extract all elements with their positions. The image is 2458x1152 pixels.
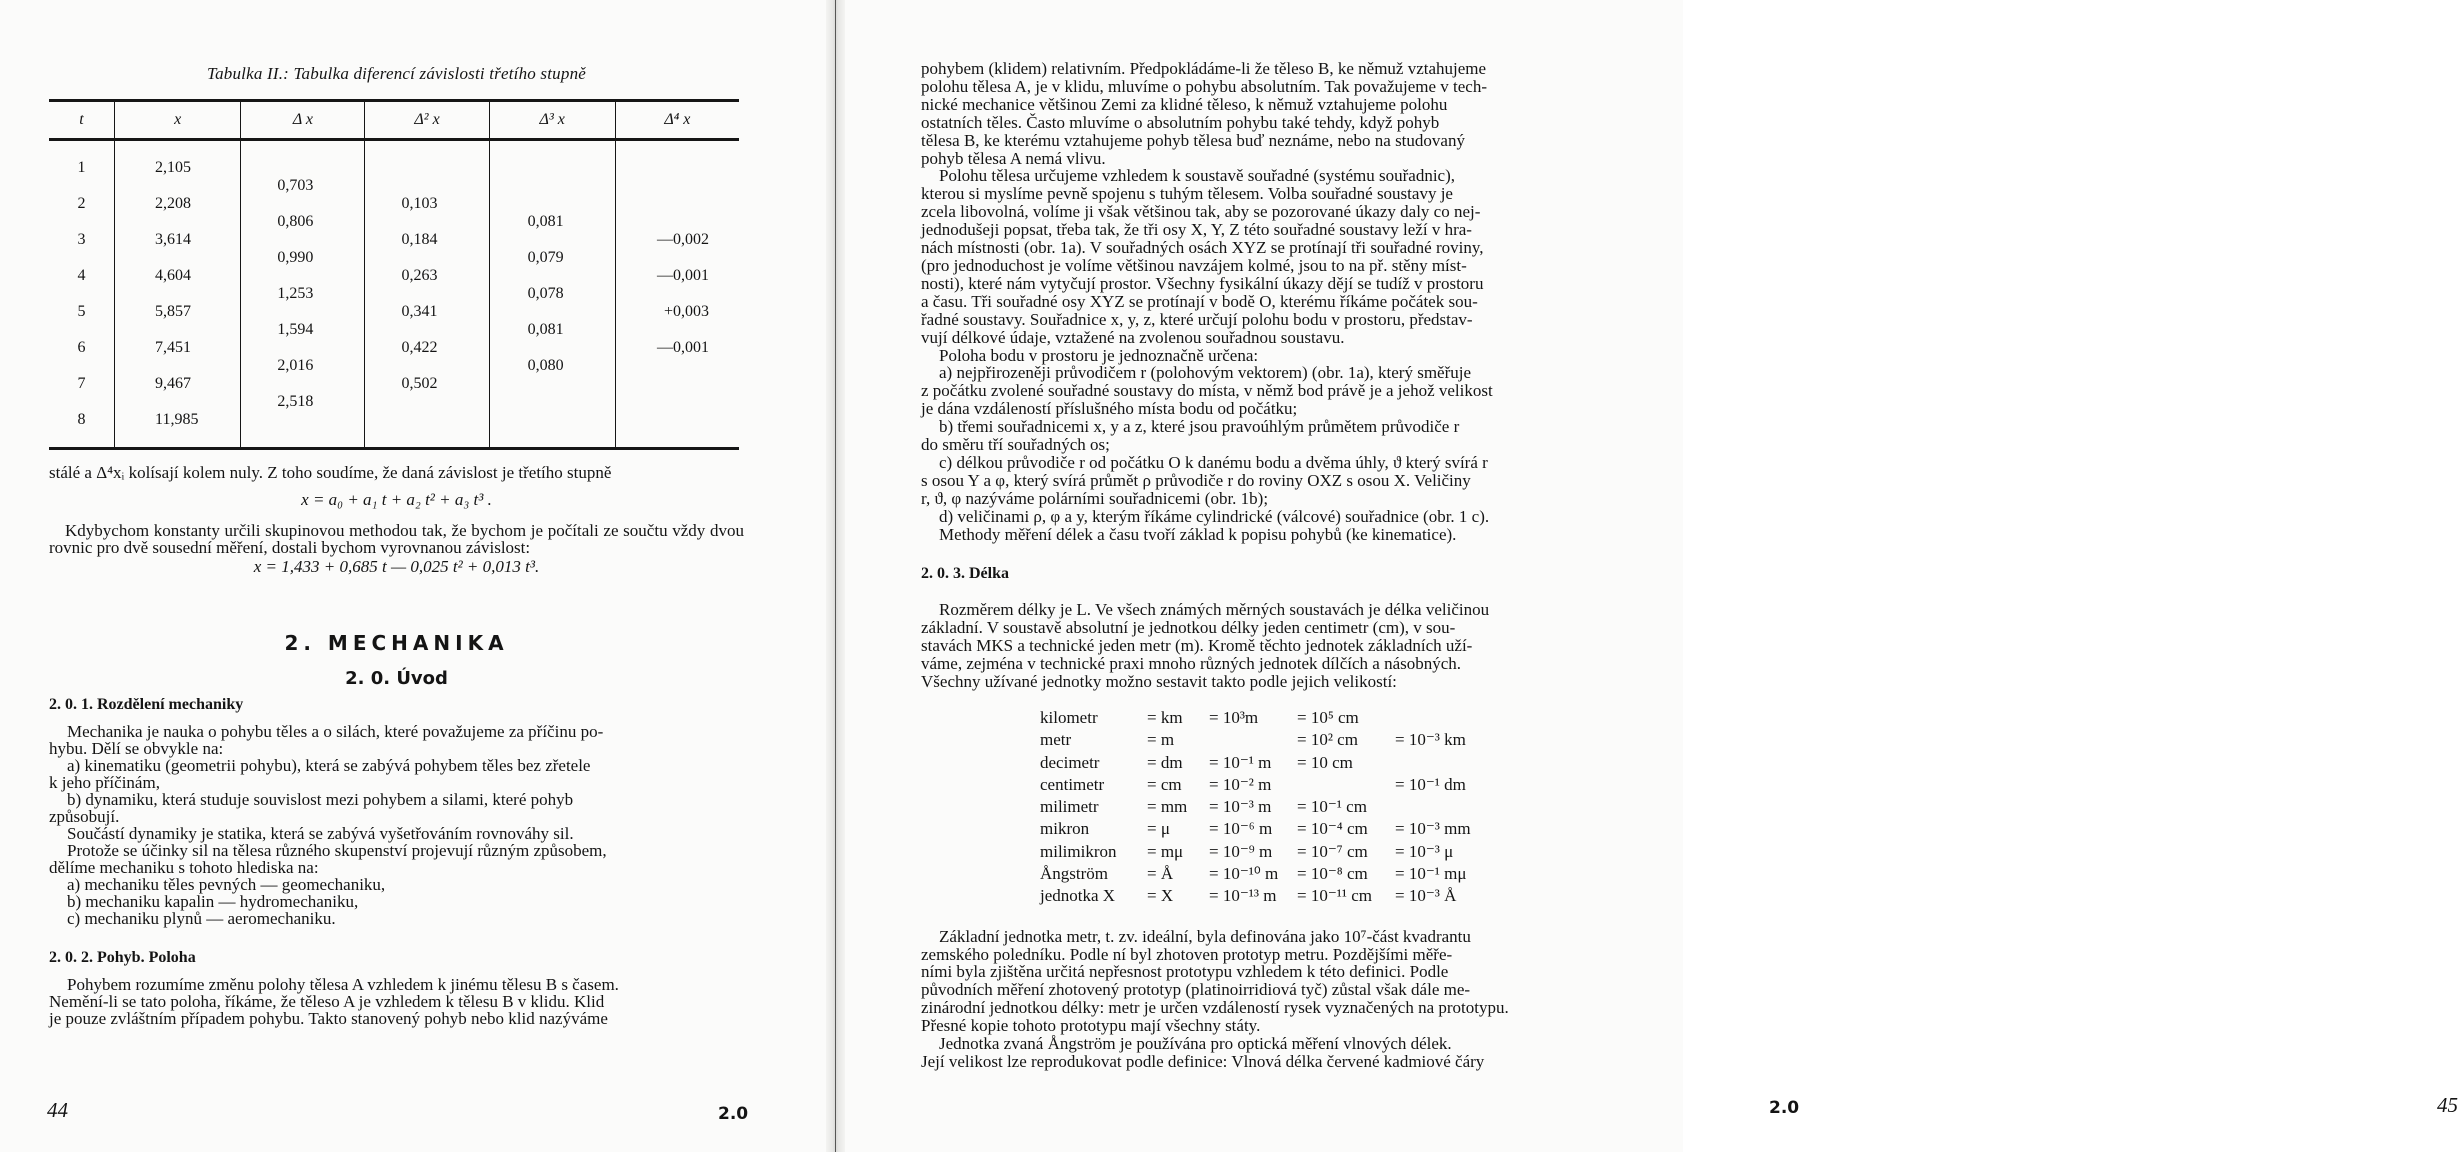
- table-row: [49, 195, 739, 213]
- cell-delta4: [615, 321, 739, 339]
- cell-delta2: [365, 213, 489, 231]
- cell-delta4: [615, 213, 739, 231]
- text-line: ostatních těles. Často mluvíme o absolutním pohybu také tehdy, když pohyb: [921, 112, 1440, 132]
- text-line: váme, zejména v technické praxi mnoho různých jednotek dílčích a násobných.: [921, 654, 1462, 674]
- unit-in-m: = 10⁻¹⁰ m: [1209, 864, 1279, 884]
- unit-other: = 10⁻³ μ: [1395, 841, 1454, 861]
- cell-x: 2,208: [115, 195, 241, 213]
- cell-delta4: [615, 285, 739, 303]
- unit-symbol: = mμ: [1147, 841, 1184, 861]
- text-line: Protože se účinky sil na tělesa různého skupenství projevují různým způsobem,: [67, 841, 607, 860]
- cell-delta2: 0,263: [365, 267, 489, 285]
- text-line: b) mechaniku kapalin — hydromechaniku,: [67, 892, 359, 911]
- text-line: Přesné kopie tohoto prototypu mají všechny státy.: [921, 1016, 1261, 1036]
- unit-row: [1040, 841, 1495, 863]
- text-line: je pouze zvláštním případem pohybu. Takto stanovený pohyb nebo klid nazýváme: [49, 1009, 608, 1028]
- cell-delta1: 1,594: [241, 321, 365, 339]
- subsection-201-title: 2. 0. 1. Rozdělení mechaniky: [49, 696, 244, 713]
- cell-t: 6: [77, 339, 86, 356]
- cell-delta1: 0,703: [241, 177, 365, 195]
- cell-delta1: 2,016: [241, 357, 365, 375]
- table-header-row: [49, 101, 739, 140]
- table-header-delta1: Δ x: [241, 101, 365, 140]
- cell-x: 4,604: [115, 267, 241, 285]
- text-line: r, ϑ, φ nazýváme polárními souřadnicemi (obr. 1b);: [921, 488, 1269, 508]
- cell-delta3: [489, 267, 615, 285]
- table-row: [49, 375, 739, 393]
- table-body: [49, 140, 739, 449]
- cell-delta4: —0,001: [615, 339, 739, 357]
- cell-x: 11,985: [115, 411, 241, 429]
- subsection-203-title: 2. 0. 3. Délka: [921, 565, 1009, 583]
- cell-t: 3: [77, 231, 86, 248]
- text-line: c) délkou průvodiče r od počátku O k danému bodu a dvěma úhly, ϑ který svírá r: [939, 452, 1488, 472]
- cell-delta3: [489, 177, 615, 195]
- cell-t: 8: [77, 411, 86, 428]
- unit-other: [1395, 796, 1495, 818]
- unit-in-m: = 10⁻³ m: [1209, 797, 1272, 817]
- cell-delta3: 0,081: [489, 321, 615, 339]
- cell-delta3: 0,079: [489, 249, 615, 267]
- cell-delta3: [489, 375, 615, 393]
- left-page: [0, 0, 826, 1152]
- text-line: jednodušeji popsat, třeba tak, že tři osy X, Y, Z této souřadné soustavy leží v hra-: [921, 220, 1472, 240]
- unit-name: jednotka X: [1040, 886, 1116, 906]
- cell-delta1: 0,806: [241, 213, 365, 231]
- table-row: [49, 213, 739, 231]
- text-line: b) třemi souřadnicemi x, y a z, které jsou pravoúhlým průmětem průvodiče r: [939, 417, 1460, 437]
- unit-in-m: = 10⁻¹ m: [1209, 752, 1272, 772]
- cell-delta2: 0,103: [365, 195, 489, 213]
- text-line: a času. Tři souřadné osy XYZ se protínají v bodě O, kterému říkáme počátek sou-: [921, 291, 1478, 311]
- paragraph-after-table: stálé a Δ⁴xᵢ kolísají kolem nuly. Z toho soudíme, že daná závislost je třetího stupně: [49, 463, 612, 482]
- cell-delta3: 0,081: [489, 213, 615, 231]
- table-row: [49, 321, 739, 339]
- text-line: základní. V soustavě absolutní je jednotkou délky jeden centimetr (cm), v sou-: [921, 618, 1456, 638]
- text-line: polohu tělesa A, je v klidu, mluvíme o pohybu absolutním. Tak považujeme v tech-: [921, 76, 1488, 96]
- unit-in-m: = 10³m: [1209, 708, 1259, 727]
- unit-in-cm: = 10 cm: [1297, 752, 1353, 772]
- unit-symbol: = dm: [1147, 752, 1183, 772]
- table-header-t: t: [49, 101, 115, 140]
- cell-delta4: [615, 411, 739, 429]
- metre-definition-paragraph: [921, 928, 1617, 1071]
- unit-in-m: [1209, 729, 1297, 751]
- table-row: [49, 249, 739, 267]
- text-line: Její velikost lze reprodukovat podle definice: Vlnová délka červené kadmiové čáry: [921, 1052, 1485, 1072]
- unit-other: = 10⁻¹ dm: [1395, 774, 1466, 794]
- table-header-delta4: Δ⁴ x: [615, 101, 739, 140]
- table-row: [49, 303, 739, 321]
- cell-delta3: [489, 339, 615, 357]
- cell-delta1: 1,253: [241, 285, 365, 303]
- cell-delta3: 0,080: [489, 357, 615, 375]
- cell-t: [49, 213, 115, 231]
- unit-name: metr: [1040, 730, 1072, 750]
- unit-row: [1040, 796, 1495, 818]
- unit-in-cm: = 10⁻⁸ cm: [1297, 864, 1368, 884]
- cell-t: [49, 393, 115, 411]
- point-position-paragraph: [921, 347, 1617, 544]
- cell-delta4: [615, 375, 739, 393]
- cell-x: [115, 285, 241, 303]
- text-line: Pohybem rozumíme změnu polohy tělesa A vzhledem k jinému tělesu B s časem.: [67, 975, 619, 994]
- unit-other: = 10⁻³ km: [1395, 730, 1466, 750]
- cell-delta1: [241, 339, 365, 357]
- cell-delta1: [241, 159, 365, 177]
- cell-delta4: [615, 195, 739, 213]
- difference-table: [49, 99, 739, 450]
- cell-t: [49, 249, 115, 267]
- unit-row: [1040, 774, 1495, 796]
- unit-in-m: = 10⁻² m: [1209, 774, 1272, 794]
- text-line: Poloha bodu v prostoru je jednoznačně určena:: [939, 345, 1259, 365]
- cell-t: 4: [77, 267, 86, 284]
- text-line: do směru tří souřadných os;: [921, 435, 1110, 455]
- cell-delta4: [615, 159, 739, 177]
- cell-delta1: [241, 375, 365, 393]
- unit-row: [1040, 729, 1495, 751]
- unit-other: = 10⁻¹ mμ: [1395, 864, 1467, 884]
- text-line: a) mechaniku těles pevných — geomechaniku,: [67, 875, 386, 894]
- cell-delta2: [365, 249, 489, 267]
- unit-other: = 10⁻³ mm: [1395, 819, 1471, 839]
- unit-other: = 10⁻³ Å: [1395, 886, 1457, 906]
- cell-delta4: [615, 249, 739, 267]
- cell-delta4: —0,002: [615, 231, 739, 249]
- unit-in-cm: = 10⁵ cm: [1297, 708, 1359, 727]
- text-line: tělesa B, ke kterému vztahujeme pohyb tělesa buď neznáme, nebo na studovaný: [921, 130, 1465, 150]
- cell-t: 2: [77, 195, 86, 212]
- subsection-202-title: 2. 0. 2. Pohyb. Poloha: [49, 949, 196, 966]
- unit-symbol: = mm: [1147, 797, 1188, 817]
- cell-delta4: [615, 357, 739, 375]
- text-line: Nemění-li se tato poloha, říkáme, že těleso A je vzhledem k tělesu B v klidu. Klid: [49, 992, 605, 1011]
- position-paragraph: [921, 167, 1617, 346]
- unit-row: [1040, 707, 1495, 729]
- text-line: ními byla zjištěna určitá nepřesnost prototypu vzhledem k této definici. Podle: [921, 962, 1449, 982]
- unit-symbol: = μ: [1147, 819, 1170, 839]
- unit-row: [1040, 752, 1495, 774]
- cell-delta2: [365, 159, 489, 177]
- text-line: stavách MKS a technické jeden metr (m). Kromě těchto jednotek základních uží-: [921, 636, 1473, 656]
- cell-t: 1: [77, 159, 86, 176]
- equation-fitted: x = 1,433 + 0,685 t — 0,025 t² + 0,013 t³.: [253, 557, 540, 576]
- cell-x: 7,451: [115, 339, 241, 357]
- unit-in-cm: = 10² cm: [1297, 730, 1358, 750]
- text-line: Všechny užívané jednotky možno sestavit takto podle jejich velikostí:: [921, 672, 1397, 692]
- table-header-x: x: [115, 101, 241, 140]
- text-line: k jeho příčinám,: [49, 773, 160, 792]
- unit-symbol: = X: [1147, 886, 1174, 906]
- table-row: [49, 159, 739, 177]
- cell-delta4: [615, 393, 739, 411]
- running-head-right: 2.0: [1769, 1098, 1800, 1118]
- unit-symbol: = Å: [1147, 864, 1174, 884]
- text-line: nické mechanice většinou Zemi za klidné těleso, k němuž vztahujeme polohu: [921, 94, 1448, 114]
- table-row: [49, 393, 739, 411]
- table-row: [49, 339, 739, 357]
- running-head-left: 2.0: [718, 1104, 749, 1124]
- right-page: [845, 0, 2458, 1152]
- unit-name: decimetr: [1040, 752, 1100, 772]
- cell-t: [49, 177, 115, 195]
- text-line: (pro jednoduchost je volíme většinou navzájem kolmé, jsou to na př. stěny míst-: [921, 255, 1467, 275]
- table-caption: Tabulka II.: Tabulka diferencí závislosti třetího stupně: [206, 64, 587, 83]
- cell-delta1: 0,990: [241, 249, 365, 267]
- cell-delta1: [241, 231, 365, 249]
- text-line: je dána vzdáleností příslušného místa bodu od počátku;: [921, 399, 1298, 419]
- chapter-title: 2. MECHANIKA: [284, 631, 509, 655]
- unit-in-cm: = 10⁻⁷ cm: [1297, 841, 1368, 861]
- text-line: řadné soustavy. Souřadnice x, y, z, které určují polohu bodu v prostoru, představ-: [921, 309, 1473, 329]
- text-line: Mechanika je nauka o pohybu těles a o silách, které považujeme za příčinu po-: [67, 722, 604, 741]
- table-header-delta3: Δ³ x: [489, 101, 615, 140]
- unit-name: kilometr: [1040, 708, 1098, 727]
- unit-in-m: = 10⁻⁹ m: [1209, 841, 1273, 861]
- unit-other: [1395, 707, 1495, 729]
- text-line: Jednotka zvaná Ångström je používána pro optická měření vlnových délek.: [939, 1034, 1452, 1054]
- text-line: s osou Y a φ, který svírá průmět ρ průvodiče r do roviny OXZ s osou X. Veličiny: [921, 470, 1471, 490]
- paragraph-constants: Kdybychom konstanty určili skupinovou methodou tak, že bychom je počítali ze součtu vždy dvou rovnic pro dvě sousední měření, dostali bychom vyrovnanou závislost:: [49, 521, 744, 557]
- cell-delta3: [489, 159, 615, 177]
- unit-name: Ångström: [1040, 864, 1108, 884]
- cell-t: 7: [77, 375, 86, 392]
- unit-row: [1040, 818, 1495, 840]
- cell-delta2: [365, 321, 489, 339]
- cell-delta1: 2,518: [241, 393, 365, 411]
- cell-x: [115, 213, 241, 231]
- text-line: a) nejpřirozeněji průvodičem r (polohovým vektorem) (obr. 1a), který směřuje: [939, 363, 1472, 383]
- cell-delta2: [365, 177, 489, 195]
- unit-name: mikron: [1040, 819, 1090, 839]
- page-number-left: 44: [47, 1098, 68, 1122]
- unit-other: [1395, 752, 1495, 774]
- text-line: nosti), které nám vytyčují prostor. Všechny fysikální úkazy dějí se tudíž v prostoru: [921, 273, 1484, 293]
- unit-row: [1040, 885, 1495, 907]
- subsection-201-body: [49, 723, 744, 927]
- cell-delta4: [615, 177, 739, 195]
- cell-x: 5,857: [115, 303, 241, 321]
- unit-name: milimetr: [1040, 797, 1099, 817]
- cell-delta1: [241, 195, 365, 213]
- equation-general: x = a₀ + a₁ t + a₂ t² + a₃ t³ .: [301, 490, 492, 509]
- unit-in-cm: = 10⁻¹ cm: [1297, 797, 1367, 817]
- cell-t: [49, 321, 115, 339]
- text-line: b) dynamiku, která studuje souvislost mezi pohybem a silami, které pohyb: [67, 790, 574, 809]
- cell-delta4: —0,001: [615, 267, 739, 285]
- table-row: [49, 357, 739, 375]
- cell-delta1: [241, 303, 365, 321]
- length-paragraph: [921, 601, 1617, 691]
- unit-symbol: = km: [1147, 708, 1183, 727]
- cell-delta2: [365, 411, 489, 429]
- unit-name: centimetr: [1040, 774, 1105, 794]
- unit-name: milimikron: [1040, 841, 1117, 861]
- cell-t: 5: [77, 303, 86, 320]
- cell-delta2: 0,422: [365, 339, 489, 357]
- text-line: původních měření zhotovený prototyp (platinoirridiová tyč) zůstal však dále me-: [921, 980, 1471, 1000]
- cell-x: [115, 393, 241, 411]
- text-line: pohybem (klidem) relativním. Předpokládáme-li že těleso B, ke němuž vztahujeme: [921, 59, 1487, 78]
- text-line: kterou si myslíme pevně spojenu s tuhým tělesem. Volba souřadné soustavy je: [921, 184, 1453, 204]
- unit-in-cm: = 10⁻¹¹ cm: [1297, 886, 1373, 906]
- cell-delta3: [489, 303, 615, 321]
- cell-delta2: 0,184: [365, 231, 489, 249]
- length-units-table: [1040, 707, 1495, 908]
- table-row: [49, 267, 739, 285]
- text-line: zinárodní jednotkou délky: metr je určen vzdáleností rysek vyznačených na prototypu.: [921, 998, 1509, 1018]
- text-line: hybu. Dělí se obvykle na:: [49, 739, 224, 758]
- cell-x: [115, 177, 241, 195]
- cell-delta2: [365, 357, 489, 375]
- cell-x: 2,105: [115, 159, 241, 177]
- cell-delta3: [489, 411, 615, 429]
- gutter-fold-line: [835, 0, 836, 1152]
- cell-delta2: [365, 393, 489, 411]
- unit-symbol: = m: [1147, 730, 1175, 750]
- relative-motion-paragraph: [921, 60, 1617, 167]
- table-row: [49, 411, 739, 429]
- page-number-right: 45: [2437, 1093, 2458, 1117]
- cell-x: 3,614: [115, 231, 241, 249]
- cell-delta1: [241, 411, 365, 429]
- cell-x: [115, 321, 241, 339]
- text-line: a) kinematiku (geometrii pohybu), která se zabývá pohybem těles bez zřetele: [67, 756, 591, 775]
- text-line: zcela libovolná, volíme ji však většinou tak, aby se pozorované úkazy daly co nej-: [921, 202, 1481, 222]
- cell-delta3: [489, 231, 615, 249]
- unit-in-m: = 10⁻¹³ m: [1209, 886, 1277, 906]
- cell-delta3: 0,078: [489, 285, 615, 303]
- unit-in-cm: = 10⁻⁴ cm: [1297, 819, 1368, 839]
- unit-row: [1040, 863, 1495, 885]
- text-line: nách místnosti (obr. 1a). V souřadných osách XYZ se protínají tři souřadné roviny,: [921, 238, 1484, 258]
- text-line: Základní jednotka metr, t. zv. ideální, byla definována jako 10⁷-část kvadrantu: [939, 926, 1471, 946]
- text-line: z počátku zvolené souřadné soustavy do místa, v němž bod právě je a jehož velikost: [921, 381, 1493, 401]
- text-line: Rozměrem délky je L. Ve všech známých měrných soustavách je délka veličinou: [939, 600, 1490, 620]
- cell-delta2: 0,502: [365, 375, 489, 393]
- table-spacer-row: [49, 140, 739, 160]
- cell-delta1: [241, 267, 365, 285]
- cell-delta2: [365, 285, 489, 303]
- unit-in-m: = 10⁻⁶ m: [1209, 819, 1273, 839]
- cell-delta3: [489, 195, 615, 213]
- text-line: Součástí dynamiky je statika, která se zabývá vyšetřováním rovnováhy sil.: [67, 824, 574, 843]
- text-line: Methody měření délek a času tvoří základ k popisu pohybů (ke kinematice).: [939, 524, 1457, 544]
- section-title: 2. 0. Úvod: [345, 668, 448, 689]
- text-line: c) mechaniku plynů — aeromechaniku.: [67, 909, 336, 928]
- text-line: d) veličinami ρ, φ a y, kterým říkáme cylindrické (válcové) souřadnice (obr. 1 c).: [939, 506, 1490, 526]
- text-line: Polohu tělesa určujeme vzhledem k soustavě souřadné (systému souřadnic),: [939, 166, 1456, 186]
- table-row: [49, 231, 739, 249]
- table-spacer-row: [49, 429, 739, 449]
- table-header-delta2: Δ² x: [365, 101, 489, 140]
- subsection-202-body: [49, 976, 744, 1027]
- cell-delta4: +0,003: [615, 303, 739, 321]
- cell-delta2: 0,341: [365, 303, 489, 321]
- text-line: dělíme mechaniku s tohoto hlediska na:: [49, 858, 319, 877]
- table-row: [49, 177, 739, 195]
- text-line: pohyb tělesa A nemá vlivu.: [921, 148, 1106, 168]
- table-row: [49, 285, 739, 303]
- cell-x: [115, 357, 241, 375]
- text-line: vují délkové údaje, vztažené na zvolenou souřadnou soustavu.: [921, 327, 1345, 347]
- unit-symbol: = cm: [1147, 774, 1182, 794]
- cell-x: 9,467: [115, 375, 241, 393]
- cell-x: [115, 249, 241, 267]
- cell-delta3: [489, 393, 615, 411]
- unit-in-cm: [1297, 774, 1395, 796]
- cell-t: [49, 285, 115, 303]
- text-line: zemského poledníku. Podle ní byl zhotoven prototyp metru. Pozdějšími měře-: [921, 944, 1453, 964]
- cell-t: [49, 357, 115, 375]
- text-line: způsobují.: [49, 807, 120, 826]
